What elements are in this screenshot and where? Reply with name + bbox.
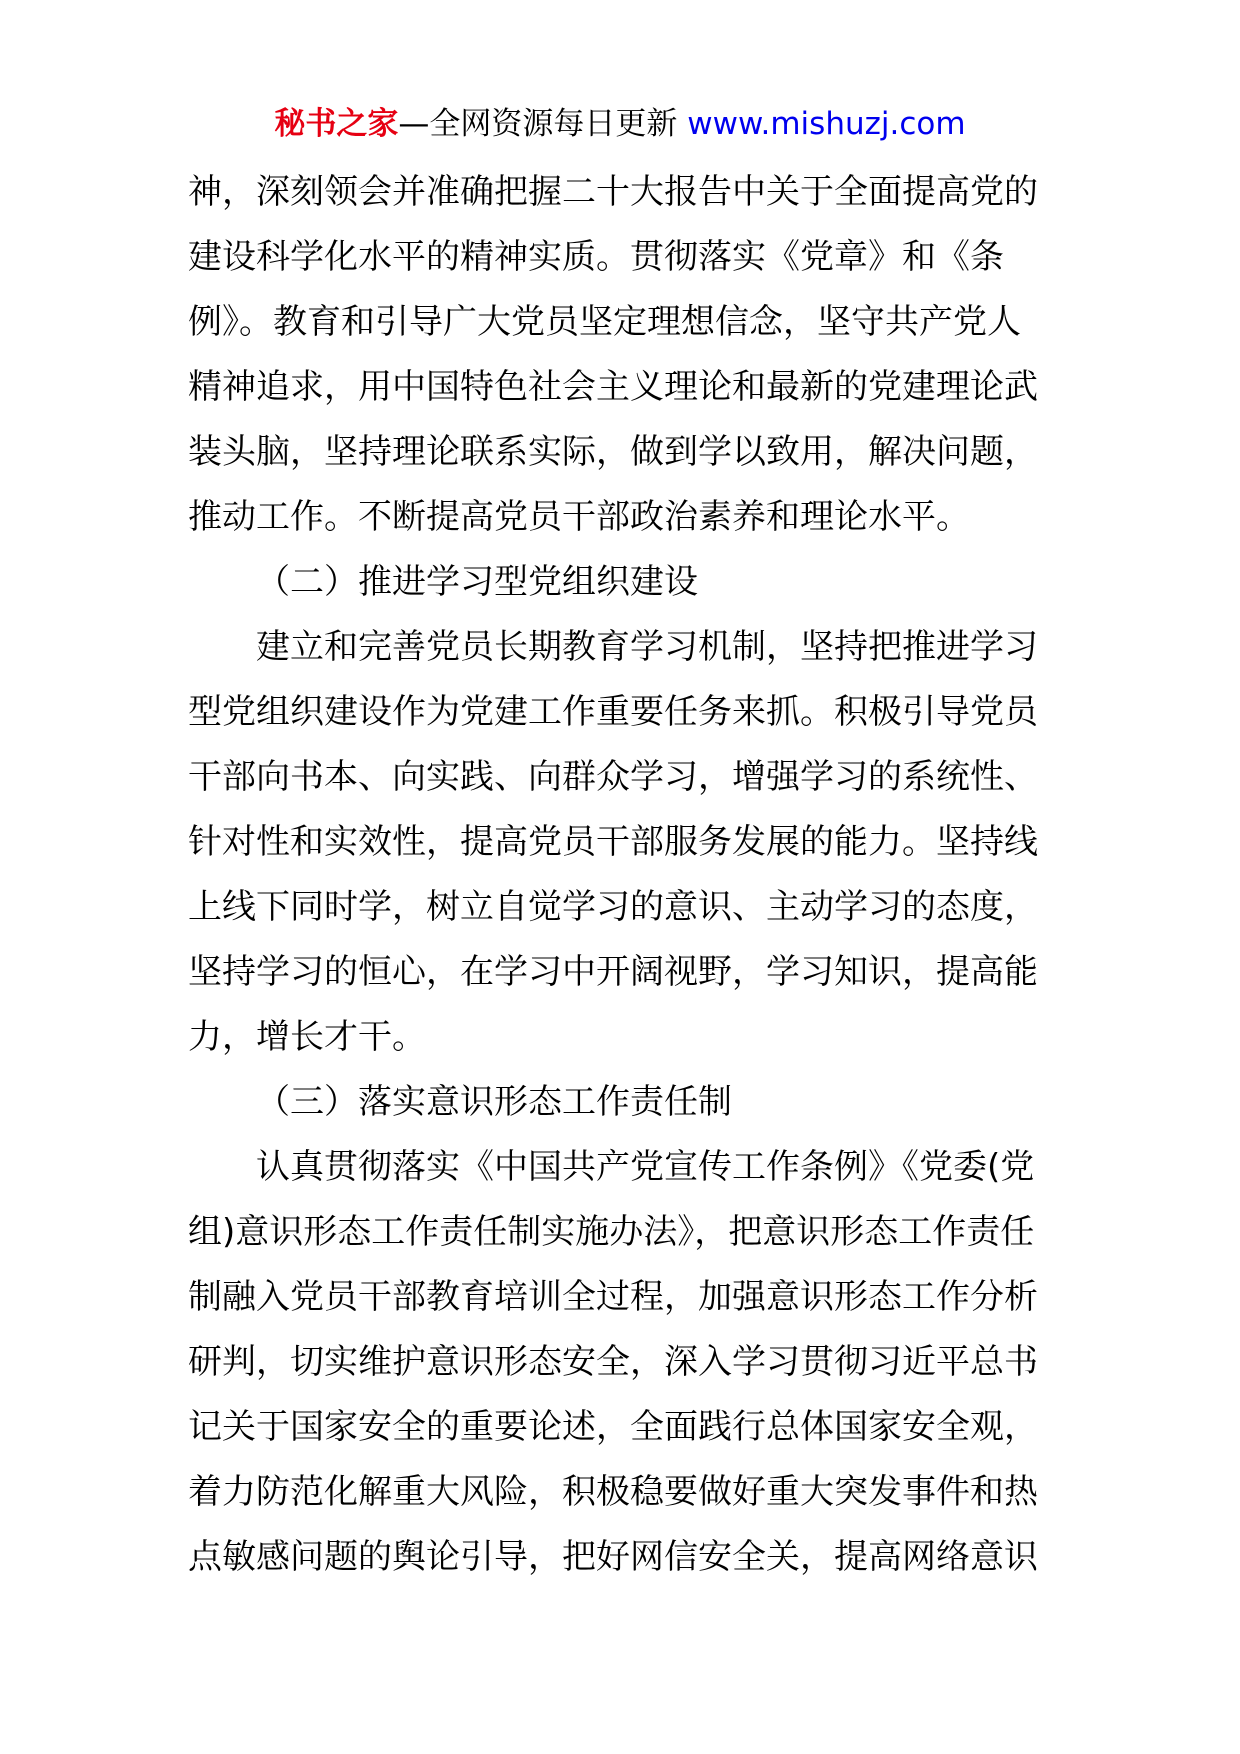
paragraph-line: 推动工作。不断提高党员干部政治素养和理论水平。 (188, 497, 970, 537)
paragraph-line: 认真贯彻落实《中国共产党宣传工作条例》《党委(党 (256, 1147, 1035, 1187)
paragraph-line: 型党组织建设作为党建工作重要任务来抓。积极引导党员 (188, 692, 1038, 732)
paragraph-line: 制融入党员干部教育培训全过程，加强意识形态工作分析 (188, 1277, 1038, 1317)
paragraph-line: 装头脑，坚持理论联系实际，做到学以致用，解决问题， (188, 432, 1038, 472)
paragraph-line: 研判，切实维护意识形态安全，深入学习贯彻习近平总书 (188, 1342, 1038, 1382)
paragraph-line: 着力防范化解重大风险，积极稳要做好重大突发事件和热 (188, 1472, 1038, 1512)
paragraph-line: 建立和完善党员长期教育学习机制，坚持把推进学习 (256, 627, 1038, 667)
paragraph-line: 神，深刻领会并准确把握二十大报告中关于全面提高党的 (188, 172, 1038, 212)
paragraph-line: 建设科学化水平的精神实质。贯彻落实《党章》和《条 (188, 237, 1004, 277)
section-heading: （二）推进学习型党组织建设 (256, 562, 698, 602)
paragraph-line: 点敏感问题的舆论引导，把好网信安全关，提高网络意识 (188, 1537, 1038, 1577)
site-tagline: —全网资源每日更新 (398, 106, 688, 142)
paragraph-line: 例》。教育和引导广大党员坚定理想信念，坚守共产党人 (188, 302, 1021, 342)
paragraph-line: 精神追求，用中国特色社会主义理论和最新的党建理论武 (188, 367, 1038, 407)
site-brand: 秘书之家 (274, 106, 399, 142)
paragraph-line: 针对性和实效性，提高党员干部服务发展的能力。坚持线 (188, 822, 1038, 862)
site-url-link[interactable]: www.mishuzj.com (687, 106, 966, 142)
paragraph-line: 记关于国家安全的重要论述，全面践行总体国家安全观， (188, 1407, 1038, 1447)
paragraph-line: 组)意识形态工作责任制实施办法》，把意识形态工作责任 (188, 1212, 1035, 1252)
document-body (188, 160, 1058, 1590)
section-heading: （三）落实意识形态工作责任制 (256, 1082, 732, 1122)
paragraph-line: 力，增长才干。 (188, 1017, 426, 1057)
paragraph-line: 干部向书本、向实践、向群众学习，增强学习的系统性、 (188, 757, 1038, 797)
paragraph-line: 坚持学习的恒心，在学习中开阔视野，学习知识，提高能 (188, 952, 1038, 992)
site-header (0, 98, 1240, 150)
paragraph-line: 上线下同时学，树立自觉学习的意识、主动学习的态度， (188, 887, 1038, 927)
